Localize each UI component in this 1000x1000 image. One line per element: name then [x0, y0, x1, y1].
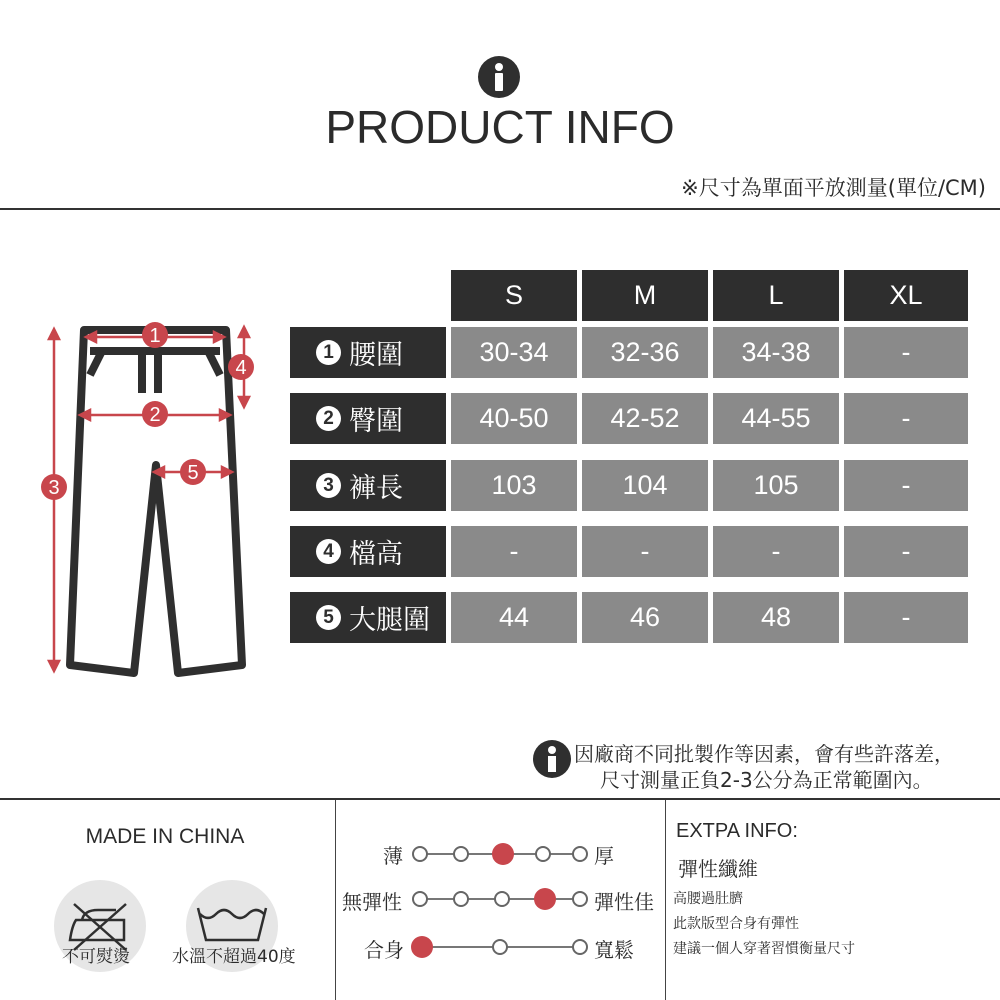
scale-right-label: 厚	[594, 844, 614, 868]
row-label-thigh: 5 大腿圍	[290, 592, 446, 643]
table-cell: -	[844, 526, 968, 577]
table-cell: 40-50	[451, 393, 577, 444]
scale-point-selected	[534, 888, 556, 910]
scale-right-label: 寬鬆	[594, 938, 634, 962]
scale-point	[453, 891, 469, 907]
extra-info-line: 建議一個人穿著習慣衡量尺寸	[673, 941, 855, 957]
table-cell: 34-38	[713, 327, 839, 378]
scale-point	[412, 846, 428, 862]
made-in-label: MADE IN CHINA	[85, 825, 245, 848]
marker-2	[142, 401, 168, 427]
svg-text:4: 4	[235, 357, 247, 379]
pants-outline	[70, 330, 242, 673]
column-header-l: L	[713, 270, 839, 321]
scale-left-label: 無彈性	[342, 890, 402, 914]
table-cell: -	[844, 460, 968, 511]
unit-note: ※尺寸為單面平放測量(單位/CM)	[681, 176, 986, 200]
pants-measurement-diagram	[30, 315, 270, 690]
disclaimer-line-2: 尺寸測量正負2-3公分為正常範圍內。	[600, 768, 933, 792]
footer-divider	[0, 798, 1000, 800]
column-divider	[335, 800, 336, 1000]
table-cell: 48	[713, 592, 839, 643]
scale-left-label: 合身	[364, 938, 404, 962]
scale-point	[453, 846, 469, 862]
extra-info-line: 高腰過肚臍	[673, 891, 743, 907]
header-divider	[0, 208, 1000, 210]
table-cell: 44-55	[713, 393, 839, 444]
extra-info-subtitle: 彈性纖維	[678, 857, 758, 881]
column-header-s: S	[451, 270, 577, 321]
marker-1	[142, 322, 168, 348]
table-cell: 42-52	[582, 393, 708, 444]
table-cell: 32-36	[582, 327, 708, 378]
svg-text:5: 5	[187, 462, 199, 484]
scale-point	[572, 891, 588, 907]
table-cell: 44	[451, 592, 577, 643]
info-icon	[478, 56, 520, 98]
row-label-hip: 2 臀圍	[290, 393, 446, 444]
table-cell: 46	[582, 592, 708, 643]
table-cell: -	[844, 327, 968, 378]
table-cell: -	[582, 526, 708, 577]
marker-4	[228, 354, 254, 380]
extra-info-title: EXTPA INFO:	[676, 820, 798, 842]
scale-point-selected	[492, 843, 514, 865]
scale-right-label: 彈性佳	[594, 890, 654, 914]
marker-3	[41, 474, 67, 500]
table-cell: 105	[713, 460, 839, 511]
column-header-xl: XL	[844, 270, 968, 321]
svg-text:3: 3	[48, 477, 60, 499]
disclaimer-line-1: 因廠商不同批製作等因素，會有些許落差，	[574, 742, 954, 766]
scale-point	[535, 846, 551, 862]
scale-left-label: 薄	[383, 844, 403, 868]
care-label: 水溫不超過40度	[172, 947, 296, 967]
column-header-m: M	[582, 270, 708, 321]
table-cell: -	[713, 526, 839, 577]
table-cell: 104	[582, 460, 708, 511]
row-label-waist: 1 腰圍	[290, 327, 446, 378]
info-icon	[533, 740, 571, 778]
scale-point	[492, 939, 508, 955]
marker-5	[180, 459, 206, 485]
page-title: PRODUCT INFO	[325, 101, 675, 153]
row-label-rise: 4 檔高	[290, 526, 446, 577]
table-cell: 30-34	[451, 327, 577, 378]
scale-point	[572, 939, 588, 955]
scale-point	[494, 891, 510, 907]
svg-text:1: 1	[149, 325, 161, 347]
table-cell: -	[844, 592, 968, 643]
table-cell: -	[844, 393, 968, 444]
column-divider	[665, 800, 666, 1000]
extra-info-line: 此款版型合身有彈性	[673, 916, 799, 932]
scale-point	[412, 891, 428, 907]
table-cell: 103	[451, 460, 577, 511]
scale-point-selected	[411, 936, 433, 958]
scale-point	[572, 846, 588, 862]
svg-text:2: 2	[149, 404, 161, 426]
table-cell: -	[451, 526, 577, 577]
row-label-length: 3 褲長	[290, 460, 446, 511]
care-label: 不可熨燙	[62, 947, 130, 967]
